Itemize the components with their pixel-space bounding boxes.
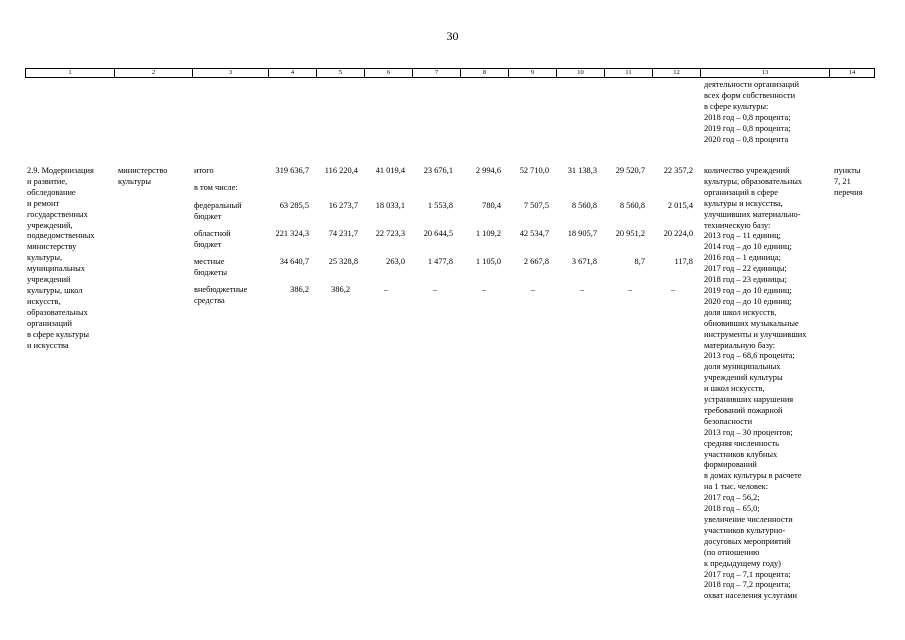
column-header-3: 3 [193,69,269,78]
amount-year: – [627,285,633,294]
amount-year: 52 710,0 [519,166,549,175]
amount-year: 16 273,7 [328,201,358,210]
amount-year: 3 671,8 [571,257,597,266]
amount-year: – [432,285,438,294]
column-header-10: 10 [557,69,605,78]
program-reference: пункты 7, 21 перечня [834,166,863,197]
amount-year: 780,4 [482,201,501,210]
amount-total: 386,2 [290,285,309,294]
funding-source: внебюджетные средства [194,285,248,305]
column-header-6: 6 [365,69,413,78]
amount-year: 41 019,4 [375,166,405,175]
measure-name: 2.9. Модернизация и развитие, обследование и ремонт государственных учреждений, подведомственных министерству культуры, муниципальных учреждений культуры, школ искусств, образовательных организаций в сфере культуры и искусства [27,166,95,350]
amount-year: 20 644,5 [423,229,453,238]
amount-year: 263,0 [386,257,405,266]
funding-source: областной бюджет [194,229,231,249]
column-header-9: 9 [509,69,557,78]
amount-total: 34 640,7 [279,257,309,266]
amount-year: 22 357,2 [663,166,693,175]
amount-year: 22 723,3 [375,229,405,238]
amount-year: 1 477,8 [427,257,453,266]
amount-year: 7 507,5 [523,201,549,210]
column-header-4: 4 [269,69,317,78]
amount-year: 18 905,7 [567,229,597,238]
amount-total: 319 636,7 [275,166,309,175]
column-header-2: 2 [115,69,193,78]
funding-source: итого [194,166,214,175]
funding-source: федеральный бюджет [194,201,242,221]
amount-year: 117,8 [674,257,693,266]
amount-year: 23 676,1 [423,166,453,175]
column-header-11: 11 [605,69,653,78]
amount-year: – [383,285,389,294]
amount-year: 386,2 [331,285,350,294]
amount-year: 1 105,0 [475,257,501,266]
amount-year: 18 033,1 [375,201,405,210]
column-header-12: 12 [653,69,701,78]
amount-year: 31 138,3 [567,166,597,175]
target-indicators: количество учреждений культуры, образовательных организаций в сфере культуры и искусства, улучшивших материально- техническую базу: 2013 год – 11 единиц; 2014 год – до 10 единиц; 2016 год – 1 единица; 2017 год – 22 единицы; 2018 год – 23 единицы; 2019 год – до 10 единиц; 2020 год – до 10 единиц; доля школ искусств, обновивших музыкальные инструменты и улучшивших материальную базу: 2013 год – 68,6 процента; доля муниципальных учреждений культуры и школ искусств, устранивших нарушения требований пожарной безопасности 2013 год – 30 процентов; средняя численность участников клубных формирований в домах культуры в расчете на 1 тыс. человек: 2017 год – 56,2; 2018 год – 65,0; увеличение численности участников культурно- досуговых мероприятий (по отношению к предыдущему году) 2017 год – 7,1 процента; 2018 год – 7,2 процента; охват населения услугами [704,166,807,601]
amount-year: 29 520,7 [615,166,645,175]
column-header-5: 5 [317,69,365,78]
continuation-indicators: деятельности организаций всех форм собственности в сфере культуры: 2018 год – 0,8 процента; 2019 год – 0,8 процента; 2020 год – 0,8 процента [704,80,800,144]
amount-year: – [670,285,676,294]
column-header-8: 8 [461,69,509,78]
funding-source: местные бюджеты [194,257,228,277]
amount-year: 20 224,0 [663,229,693,238]
amount-year: 8,7 [634,257,645,266]
amount-year: – [530,285,536,294]
amount-year: 25 328,8 [328,257,358,266]
amount-year: 2 994,6 [475,166,501,175]
amount-year: – [481,285,487,294]
amount-year: 1 553,8 [427,201,453,210]
amount-year: 20 951,2 [615,229,645,238]
amount-year: 8 560,8 [619,201,645,210]
amount-total: 221 324,3 [275,229,309,238]
page-number: 30 [446,29,459,43]
funding-subheading: в том числе: [194,183,238,192]
column-header-13: 13 [701,69,830,78]
amount-year: 116 220,4 [324,166,358,175]
column-header-1: 1 [26,69,115,78]
column-number-header [25,68,875,78]
column-header-14: 14 [830,69,875,78]
amount-year: 2 667,8 [523,257,549,266]
amount-year: 42 534,7 [519,229,549,238]
amount-year: 1 109,2 [475,229,501,238]
amount-total: 63 285,5 [279,201,309,210]
responsible-executor: министерство культуры [118,166,168,186]
amount-year: 2 015,4 [667,201,693,210]
amount-year: – [579,285,585,294]
amount-year: 8 560,8 [571,201,597,210]
amount-year: 74 231,7 [328,229,358,238]
column-header-7: 7 [413,69,461,78]
